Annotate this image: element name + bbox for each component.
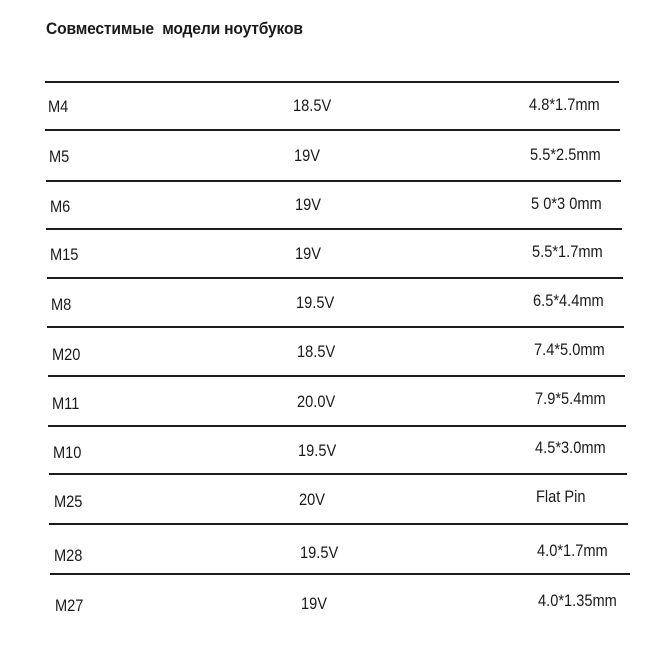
table-cell-plug: 7.4*5.0mm <box>534 340 605 359</box>
table-cell-voltage: 20V <box>299 490 326 509</box>
table-cell-model: M8 <box>51 295 72 314</box>
table-rule <box>50 573 630 575</box>
table-cell-model: M4 <box>48 97 69 116</box>
table-cell-voltage: 19.5V <box>300 543 339 562</box>
table-rule <box>47 277 623 279</box>
table-cell-plug: 4.0*1.7mm <box>537 541 608 560</box>
table-cell-model: M11 <box>52 394 80 413</box>
table-cell-plug: 4.8*1.7mm <box>529 95 600 114</box>
table-cell-voltage: 19V <box>294 146 321 165</box>
table-cell-plug: 4.0*1.35mm <box>538 591 617 610</box>
table-rule <box>45 129 620 131</box>
table-cell-model: M6 <box>50 197 71 216</box>
table-cell-plug: 5.5*2.5mm <box>530 145 601 164</box>
table-rule <box>49 523 628 525</box>
table-cell-voltage: 19V <box>295 195 322 214</box>
table-cell-voltage: 19.5V <box>298 441 337 460</box>
table-cell-voltage: 19V <box>295 244 322 263</box>
table-cell-model: M20 <box>52 345 81 364</box>
table-rule <box>46 180 621 182</box>
table-cell-plug: 5.5*1.7mm <box>532 242 603 261</box>
table-cell-model: M5 <box>49 147 70 166</box>
table-rule <box>46 228 622 230</box>
table-cell-plug: 7.9*5.4mm <box>535 389 606 408</box>
table-rule <box>48 375 625 377</box>
table-cell-plug: 6.5*4.4mm <box>533 291 604 310</box>
table-cell-voltage: 18.5V <box>293 96 332 115</box>
table-cell-plug: 5 0*3 0mm <box>531 194 602 213</box>
table-cell-model: M10 <box>53 443 82 462</box>
table-cell-voltage: 18.5V <box>297 342 336 361</box>
table-rule <box>49 473 627 475</box>
page-title: Совместимые модели ноутбуков <box>46 19 303 38</box>
table-cell-plug: Flat Pin <box>536 487 586 506</box>
table-cell-model: M25 <box>54 492 83 511</box>
table-cell-model: M28 <box>54 546 83 565</box>
table-rule <box>45 81 619 83</box>
table-cell-model: M15 <box>50 245 79 264</box>
table-cell-voltage: 20.0V <box>297 392 336 411</box>
table-cell-voltage: 19.5V <box>296 293 335 312</box>
table-cell-model: M27 <box>55 596 84 615</box>
table-rule <box>47 326 624 328</box>
table-cell-plug: 4.5*3.0mm <box>535 438 606 457</box>
table-cell-voltage: 19V <box>301 594 328 613</box>
table-rule <box>48 425 626 427</box>
